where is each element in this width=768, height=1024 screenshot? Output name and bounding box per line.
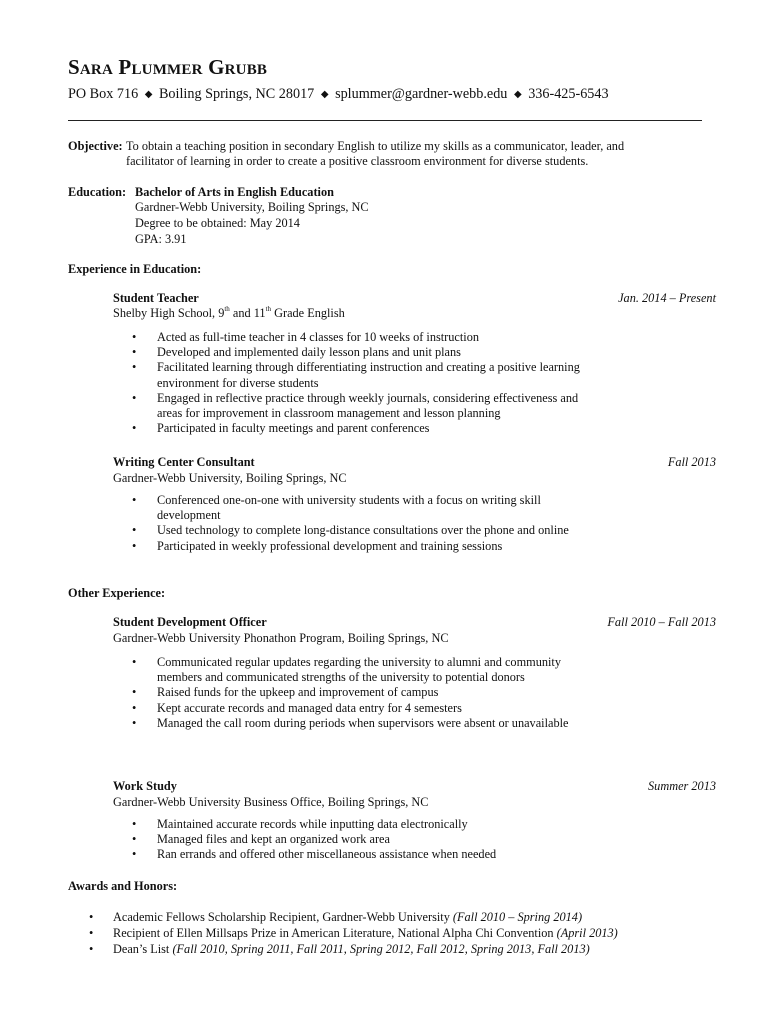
- section-heading-awards: Awards and Honors:: [68, 879, 178, 893]
- list-item: • Facilitated learning through differentiating instruction and creating a positive learning environment for diverse students: [132, 360, 582, 390]
- list-item: • Recipient of Ellen Millsaps Prize in American Literature, National Alpha Chi Convention (April 2013): [89, 925, 709, 941]
- list-item: • Communicated regular updates regarding the university to alumni and community members and communicated strengths of the university to potential donors: [132, 655, 582, 685]
- job-title: Student Development Officer: [113, 615, 267, 629]
- list-item: • Conferenced one-on-one with university students with a focus on writing skill development: [132, 493, 582, 523]
- city-state-zip: Boiling Springs, NC 28017: [158, 86, 315, 102]
- job-organization: Gardner-Webb University Business Office, Boiling Springs, NC: [113, 795, 429, 809]
- contact-line: [68, 86, 609, 103]
- degree-expected: Degree to be obtained: May 2014: [135, 216, 300, 230]
- phone: 336-425-6543: [528, 86, 609, 102]
- header-divider: [68, 120, 702, 121]
- list-item: • Dean’s List (Fall 2010, Spring 2011, Fall 2011, Spring 2012, Fall 2012, Spring 2013, Fall 2013): [89, 941, 709, 957]
- diamond-separator-icon: ◆: [513, 89, 522, 100]
- gpa: GPA: 3.91: [135, 232, 187, 246]
- job-date: Summer 2013: [648, 779, 716, 793]
- school: Gardner-Webb University, Boiling Springs, NC: [135, 200, 369, 214]
- address: PO Box 716: [68, 86, 139, 102]
- list-item: • Participated in faculty meetings and parent conferences: [132, 421, 582, 436]
- objective-label: Objective:: [68, 139, 123, 153]
- job-organization: Gardner-Webb University Phonathon Program, Boiling Springs, NC: [113, 631, 449, 645]
- applicant-name: Sara Plummer Grubb: [68, 55, 268, 79]
- job-date: Jan. 2014 – Present: [618, 291, 716, 305]
- list-item: • Ran errands and offered other miscellaneous assistance when needed: [132, 847, 582, 862]
- diamond-separator-icon: ◆: [144, 89, 153, 100]
- job-title: Student Teacher: [113, 291, 199, 305]
- degree: Bachelor of Arts in English Education: [135, 185, 334, 199]
- list-item: • Academic Fellows Scholarship Recipient, Gardner-Webb University (Fall 2010 – Spring 2014): [89, 909, 709, 925]
- job-title: Work Study: [113, 779, 177, 793]
- job-organization: Gardner-Webb University, Boiling Springs, NC: [113, 471, 347, 485]
- section-heading-other-experience: Other Experience:: [68, 586, 166, 600]
- diamond-separator-icon: ◆: [320, 89, 329, 100]
- list-item: • Participated in weekly professional development and training sessions: [132, 539, 582, 554]
- list-item: • Used technology to complete long-distance consultations over the phone and online: [132, 523, 582, 538]
- job-bullets: [132, 493, 582, 554]
- objective-text-line1: To obtain a teaching position in secondary English to utilize my skills as a communicator, leader, and: [126, 139, 625, 153]
- list-item: • Managed the call room during periods when supervisors were absent or unavailable: [132, 716, 582, 731]
- job-bullets: [132, 330, 582, 436]
- list-item: • Kept accurate records and managed data entry for 4 semesters: [132, 701, 582, 716]
- list-item: • Maintained accurate records while inputting data electronically: [132, 817, 582, 832]
- job-bullets: [132, 655, 582, 731]
- job-bullets: [132, 817, 582, 863]
- job-date: Fall 2013: [667, 455, 716, 469]
- list-item: • Raised funds for the upkeep and improvement of campus: [132, 685, 582, 700]
- email: splummer@gardner-webb.edu: [335, 86, 508, 102]
- list-item: • Managed files and kept an organized work area: [132, 832, 582, 847]
- objective-text-line2: facilitator of learning in order to create a positive classroom environment for diverse students.: [126, 154, 589, 168]
- job-date: Fall 2010 – Fall 2013: [607, 615, 716, 629]
- job-organization: Shelby High School, 9th and 11th Grade English: [113, 305, 345, 320]
- job-title: Writing Center Consultant: [113, 455, 255, 469]
- awards-list: [89, 909, 709, 957]
- list-item: • Engaged in reflective practice through weekly journals, considering effectiveness and areas for improvement in classroom management and lesson planning: [132, 391, 582, 421]
- list-item: • Acted as full-time teacher in 4 classes for 10 weeks of instruction: [132, 330, 582, 345]
- list-item: • Developed and implemented daily lesson plans and unit plans: [132, 345, 582, 360]
- education-label: Education:: [68, 185, 127, 199]
- section-heading-experience-education: Experience in Education:: [68, 262, 202, 276]
